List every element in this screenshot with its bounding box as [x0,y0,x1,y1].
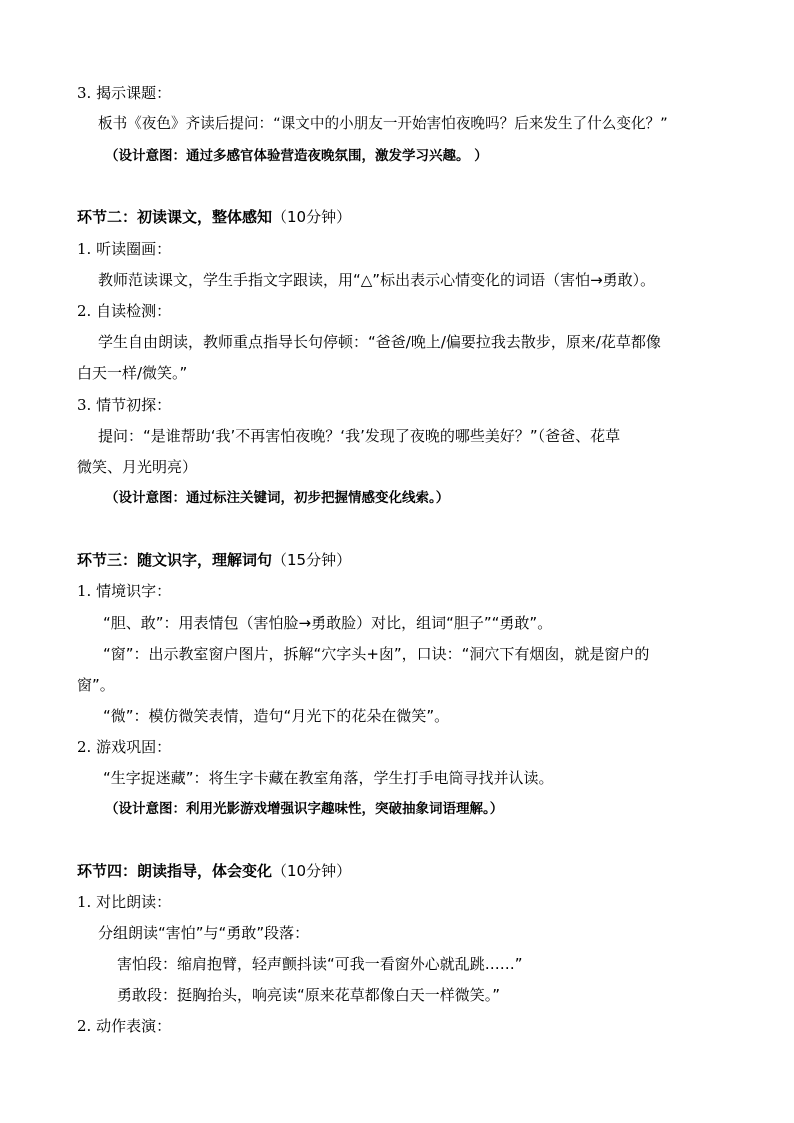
s2-item-3-body-line1: 提问：“是谁帮助‘我’不再害怕夜晚？‘我’发现了夜晚的哪些美好？”（爸爸、花草 [98,427,621,445]
s2-item-3-title [77,395,171,415]
item-number: 3. [77,84,92,102]
item-title: 动作表演： [96,1017,172,1035]
s4-item-1-title [77,892,171,912]
section-3-heading [77,550,351,570]
item-number: 2. [77,1017,92,1035]
design-intent-3: （设计意图：利用光影游戏增强识字趣味性，突破抽象词语理解。） [105,801,504,817]
item-3-title [77,83,171,103]
s4-item-2-title [77,1016,171,1036]
section-2-heading [77,207,351,227]
item-title: 情境识字： [96,582,172,600]
s2-item-1-body: 教师范读课文，学生手指文字跟读，用“△”标出表示心情变化的词语（害怕→勇敢）。 [98,271,656,289]
s2-item-2-body-line1: 学生自由朗读，教师重点指导长句停顿：“爸爸/晚上/偏要拉我去散步，原来/花草都像 [98,333,661,351]
item-title: 揭示课题： [96,84,172,102]
item-title: 听读圈画： [96,240,172,258]
section-heading-text: 环节二：初读课文，整体感知 [77,208,273,226]
item-title: 游戏巩固： [96,738,172,756]
s4-item-1-line2: 害怕段：缩肩抱臂，轻声颤抖读“可我一看窗外心就乱跳……” [117,955,523,973]
item-title: 情节初探： [96,396,172,414]
section-heading-text: 环节四：朗读指导，体会变化 [77,862,273,880]
s2-item-1-title [77,239,171,259]
item-number: 1. [77,893,92,911]
section-4-heading [77,861,351,881]
s3-item-1-line1: “胆、敢”：用表情包（害怕脸→勇敢脸）对比，组词“胆子”“勇敢”。 [103,614,553,632]
s4-item-1-line3: 勇敢段：挺胸抬头，响亮读“原来花草都像白天一样微笑。” [117,986,501,1004]
s2-item-2-title [77,301,171,321]
s2-item-3-body-line2: 微笑、月光明亮） [77,458,198,476]
item-3-body: 板书《夜色》齐读后提问：“课文中的小朋友一开始害怕夜晚吗？后来发生了什么变化？” [98,115,668,132]
item-number: 1. [77,582,92,600]
item-title: 对比朗读： [96,893,172,911]
s3-item-2-title [77,737,171,757]
s3-item-1-line2: “窗”：出示教室窗户图片，拆解“穴字头+囱”，口诀：“洞穴下有烟囱，就是窗户的 [103,645,650,663]
s2-item-2-body-line2: 白天一样/微笑。” [77,364,188,382]
s3-item-1-line4: “微”：模仿微笑表情，造句“月光下的花朵在微笑”。 [103,707,450,725]
item-number: 2. [77,302,92,320]
item-number: 1. [77,240,92,258]
design-intent-1: （设计意图：通过多感官体验营造夜晚氛围，激发学习兴趣。 ） [105,148,488,164]
item-number: 2. [77,738,92,756]
section-heading-text: 环节三：随文识字，理解词句 [77,551,273,569]
s3-item-1-title [77,581,171,601]
section-time: （15分钟） [272,551,352,569]
s3-item-1-line3: 窗”。 [77,676,115,694]
s4-item-1-line1: 分组朗读“害怕”与“勇敢”段落： [98,924,310,942]
design-intent-2: （设计意图：通过标注关键词，初步把握情感变化线索。） [105,490,450,506]
section-time: （10分钟） [272,862,352,880]
item-number: 3. [77,396,92,414]
item-title: 自读检测： [96,302,172,320]
s3-item-2-line1: “生字捉迷藏”：将生字卡藏在教室角落，学生打手电筒寻找并认读。 [103,769,554,787]
section-time: （10分钟） [272,208,352,226]
